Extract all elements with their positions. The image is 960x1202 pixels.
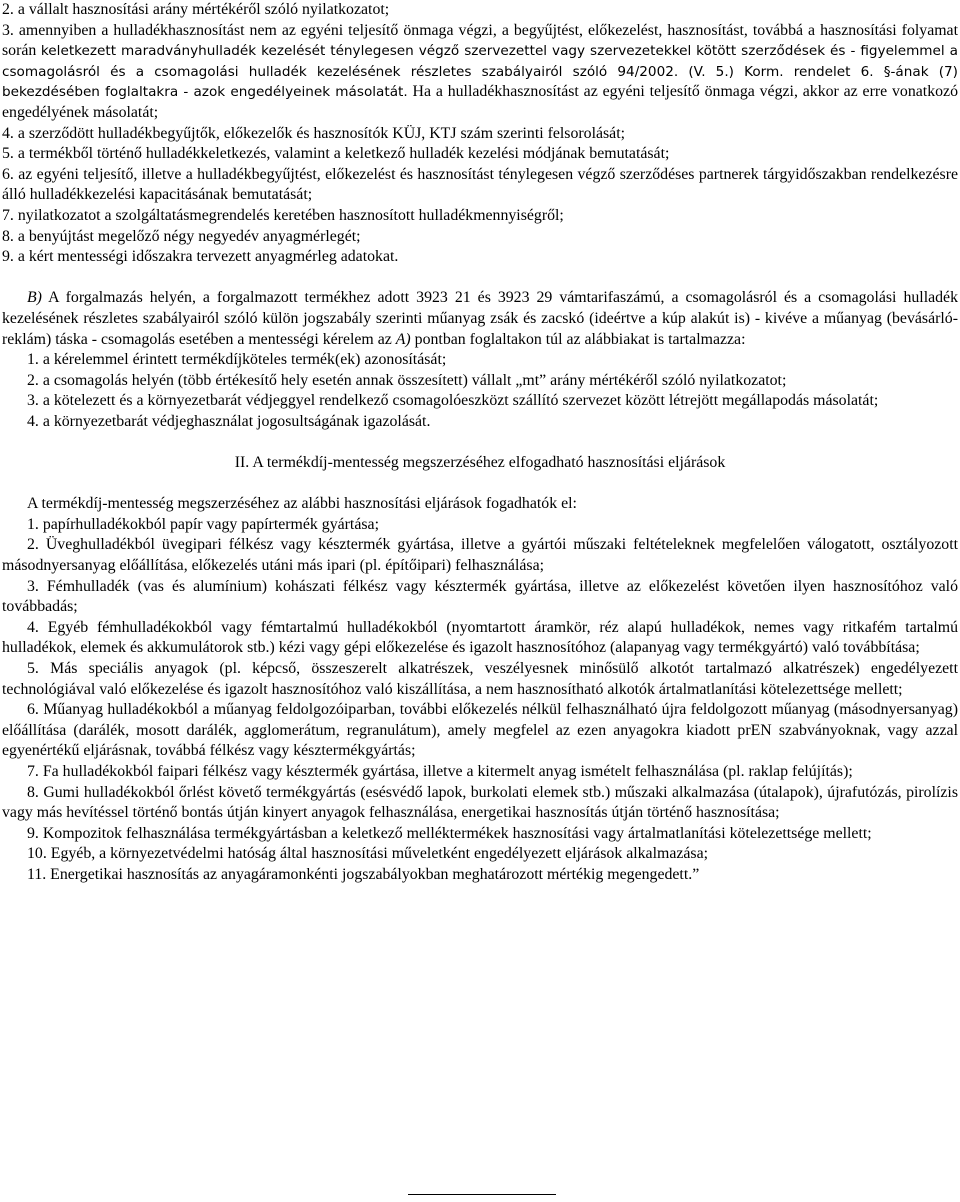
list-a-item xyxy=(2,144,958,165)
list-b-item: 2. a csomagolás helyén (több értékesítő hely esetén annak összesített) vállalt „mt” arány mértékéről szóló nyilatkozatot; xyxy=(27,371,787,389)
list-a-item-text: 3. amennyiben a hulladékhasznosítást nem az egyéni teljesítő önmaga végzi, a begyűjtést, előkezelést, hasznosítást, továbbá a hasznosítási folyamat során xyxy=(2,21,958,60)
section-b-label: B) xyxy=(27,289,42,307)
list-a xyxy=(2,0,958,268)
section-ii-heading: II. A termékdíj-mentesség megszerzéséhez elfogadható hasznosítási eljárások xyxy=(234,454,726,472)
list-a-item-text: 6. az egyéni teljesítő, illetve a hulladékbegyűjtést, előkezelést és hasznosítást ténylegesen végző szerződéses partnerek tárgyidőszakban rendelkezésre álló hulladékkezelési kapacitásának bemutatását; xyxy=(2,165,958,204)
list-a-item-text: 4. a szerződött hulladékbegyűjtők, előkezelők és hasznosítók KÜJ, KTJ szám szerinti felsorolását; xyxy=(2,124,626,142)
list-ii-item: 3. Fémhulladék (vas és alumínium) kohászati félkész vagy késztermék gyártása, illetve az előkezelést követően ilyen hasznosítóhoz való továbbadás; xyxy=(2,577,958,616)
section-b-ref-label: A) xyxy=(395,330,411,348)
list-b-item: 3. a kötelezett és a környezetbarát védjeggyel rendelkező csomagolóeszközt szállító szervezet között létrejött megállapodás másolatát; xyxy=(27,392,879,410)
list-a-item xyxy=(2,21,958,124)
list-a-item-text: Ha a hulladékhasznosítást az egyéni teljesítő önmaga végzi, akkor az erre vonatkozó engedélyének másolatát; xyxy=(2,83,958,121)
list-ii-item: 10. Egyéb, a környezetvédelmi hatóság által hasznosítási műveletként engedélyezett eljárások alkalmazása; xyxy=(27,845,709,863)
list-a-item xyxy=(2,124,958,145)
list-ii-item: 6. Műanyag hulladékokból a műanyag feldolgozóiparban, további előkezelés nélkül felhasználható újra feldolgozott műanyag (másodnyersanyag) előállítása (darálék, mosott darálék, agglomerátum, regranulátum), amely megfelel az ezen anyagokra kiadott prEN szabványoknak, vagy azzal egyenértékű eljárásnak, továbbá félkész vagy késztermékgyártás; xyxy=(2,701,958,760)
list-ii xyxy=(2,515,958,886)
footnote-divider xyxy=(408,1194,556,1195)
list-ii-item: 11. Energetikai hasznosítás az anyagáramonkénti jogszabályokban meghatározott mértékig megengedett.” xyxy=(27,865,700,883)
list-a-item-text: 8. a benyújtást megelőző négy negyedév anyagmérlegét; xyxy=(2,227,361,245)
list-a-item xyxy=(2,227,958,248)
list-a-item-text: 2. a vállalt hasznosítási arány mértékéről szóló nyilatkozatot; xyxy=(2,1,390,18)
list-ii-item: 4. Egyéb fémhulladékokból vagy fémtartalmú hulladékokból (nyomtartott áramkör, réz alapú hulladékok, nemes vagy ritkafém tartalmú hulladékok, elemek és akkumulátorok stb.) kézi vagy gépi előkezelése és igazolt hasznosítóhoz (alapanyag vagy termékgyártó) való továbbítása; xyxy=(2,618,958,657)
list-a-item xyxy=(2,165,958,206)
list-a-item xyxy=(2,0,958,21)
list-a-item-text: 9. a kért mentességi időszakra tervezett anyagmérleg adatokat. xyxy=(2,248,399,266)
list-a-item-text: 5. a termékből történő hulladékkeletkezés, valamint a keletkező hulladék kezelési módjának bemutatását; xyxy=(2,145,670,163)
list-ii-item: 2. Üveghulladékból üvegipari félkész vagy késztermék gyártása, illetve a gyártói műszaki feltételeknek megfelelően válogatott, osztályozott másodnyersanyag előállítása, előkezelés utáni más ipari (pl. építőipari) felhasználása; xyxy=(2,536,958,575)
list-ii-item: 8. Gumi hulladékokból őrlést követő termékgyártás (esésvédő lapok, burkolati elemek stb.) műszaki alkalmazása (útalapok), újrafutózás, pirolízis vagy más hevítéssel történő bontás útján kinyert anyagok felhasználása, energetikai hasznosítás útján történő hasznosítása; xyxy=(2,783,958,822)
spacer xyxy=(2,268,958,289)
section-b-paragraph xyxy=(2,288,958,350)
list-b-item: 4. a környezetbarát védjeghasználat jogosultságának igazolását. xyxy=(27,412,431,430)
list-a-item-text: 7. nyilatkozatot a szolgáltatásmegrendelés keretében hasznosított hulladékmennyiségről; xyxy=(2,206,564,224)
section-b-text-before: A forgalmazás helyén, a forgalmazott termékhez adott 3923 21 és 3923 29 vámtarifaszámú, a csomagolásról és a csomagolási hulladék kezelésének részletes szabályairól szóló külön jogszabály szerinti műanyag zsák és zacskó (ideértve a kúp alakút is) - kivéve a műanyag (bevásárló-reklám) táska - csomagolás esetében a mentességi kérelem az xyxy=(2,289,958,348)
list-b xyxy=(2,350,958,432)
list-ii-item: 7. Fa hulladékokból faipari félkész vagy késztermék gyártása, illetve a kitermelt anyag ismételt felhasználása (pl. raklap felújítás); xyxy=(27,762,853,780)
list-a-item xyxy=(2,247,958,268)
list-ii-item: 9. Kompozitok felhasználása termékgyártásban a keletkező melléktermékek hasznosítási vagy ártalmatlanítási kötelezettsége mellett; xyxy=(27,824,872,842)
list-ii-item: 1. papírhulladékokból papír vagy papírtermék gyártása; xyxy=(27,515,379,533)
list-a-item xyxy=(2,206,958,227)
spacer xyxy=(2,474,958,495)
list-a-item-text: keletkezett maradványhulladék kezelését ténylegesen végző szervezettel vagy szervezetekkel kötött szerződések és - figyelemmel a csomagolásról és a csomagolási hulladék kezelésének részletes szabályairól szóló 94/2002. (V. 5.) Korm. rendelet 6. §-ának (7) bekezdésében foglaltakra - azok engedélyeinek másolatát. xyxy=(2,43,958,101)
section-ii-intro: A termékdíj-mentesség megszerzéséhez az alábbi hasznosítási eljárások fogadhatók el: xyxy=(27,495,577,513)
list-b-item: 1. a kérelemmel érintett termékdíjköteles termék(ek) azonosítását; xyxy=(27,351,447,369)
spacer xyxy=(2,432,958,453)
section-b-text-after: pontban foglaltakon túl az alábbiakat is tartalmazza: xyxy=(410,330,746,348)
list-ii-item: 5. Más speciális anyagok (pl. képcső, összeszerelt alkatrészek, veszélyesnek minősülő alkotót tartalmazó alkatrészek) engedélyezett technológiával való előkezelése és igazolt hasznosítóhoz való kiszállítása, a nem hasznosítható alkotók ártalmatlanítási kötelezettsége mellett; xyxy=(2,660,958,698)
